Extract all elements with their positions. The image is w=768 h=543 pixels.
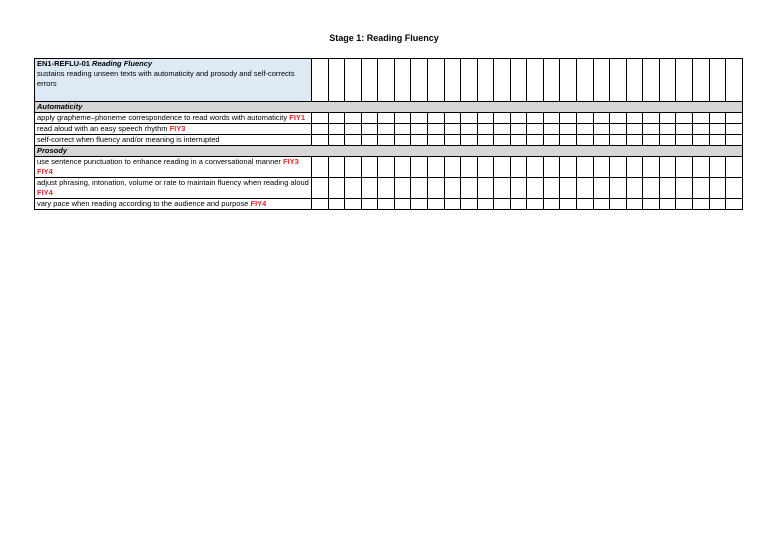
mark-cell[interactable] xyxy=(345,135,362,146)
mark-cell[interactable] xyxy=(328,199,345,210)
mark-cell[interactable] xyxy=(577,157,594,178)
mark-cell[interactable] xyxy=(726,124,743,135)
mark-cell[interactable] xyxy=(444,199,461,210)
mark-cell[interactable] xyxy=(510,199,527,210)
mark-cell[interactable] xyxy=(411,135,428,146)
mark-cell[interactable] xyxy=(510,113,527,124)
mark-cell[interactable] xyxy=(494,113,511,124)
mark-cell[interactable] xyxy=(427,113,444,124)
mark-cell[interactable] xyxy=(692,178,709,199)
mark-cell[interactable] xyxy=(461,113,478,124)
mark-cell[interactable] xyxy=(361,59,378,102)
mark-cell[interactable] xyxy=(659,59,676,102)
mark-cell[interactable] xyxy=(643,59,660,102)
indicator-row xyxy=(35,157,743,178)
mark-cell[interactable] xyxy=(692,157,709,178)
indicator-cell xyxy=(35,135,312,146)
mark-cell[interactable] xyxy=(560,59,577,102)
mark-cell[interactable] xyxy=(676,199,693,210)
mark-cell[interactable] xyxy=(378,178,395,199)
mark-cell[interactable] xyxy=(361,135,378,146)
mark-cell[interactable] xyxy=(659,157,676,178)
mark-cell[interactable] xyxy=(312,157,329,178)
mark-cell[interactable] xyxy=(543,199,560,210)
mark-cell[interactable] xyxy=(726,178,743,199)
indicator-row xyxy=(35,124,743,135)
mark-cell[interactable] xyxy=(494,135,511,146)
mark-cell[interactable] xyxy=(643,124,660,135)
mark-cell[interactable] xyxy=(477,124,494,135)
mark-cell[interactable] xyxy=(593,199,610,210)
outcome-row xyxy=(35,59,743,102)
mark-cell[interactable] xyxy=(626,135,643,146)
mark-cell[interactable] xyxy=(676,113,693,124)
mark-cell[interactable] xyxy=(527,113,544,124)
mark-cell[interactable] xyxy=(461,135,478,146)
mark-cell[interactable] xyxy=(328,157,345,178)
mark-cell[interactable] xyxy=(477,157,494,178)
mark-cell[interactable] xyxy=(477,178,494,199)
mark-cell[interactable] xyxy=(394,178,411,199)
page-title: Stage 1: Reading Fluency xyxy=(329,33,439,43)
mark-cell[interactable] xyxy=(543,113,560,124)
mark-cell[interactable] xyxy=(427,199,444,210)
indicator-cell xyxy=(35,113,312,124)
mark-cell[interactable] xyxy=(361,124,378,135)
mark-cell[interactable] xyxy=(643,135,660,146)
mark-cell[interactable] xyxy=(328,59,345,102)
mark-cell[interactable] xyxy=(709,178,726,199)
indicator-cell xyxy=(35,199,312,210)
mark-cell[interactable] xyxy=(361,157,378,178)
mark-cell[interactable] xyxy=(676,59,693,102)
outcome-code: EN1-REFLU-01 xyxy=(37,59,90,68)
mark-cell[interactable] xyxy=(726,113,743,124)
mark-cell[interactable] xyxy=(577,178,594,199)
outcome-focus: Reading Fluency xyxy=(92,59,153,68)
mark-cell[interactable] xyxy=(444,135,461,146)
outcome-header-cell xyxy=(35,59,312,102)
mark-cell[interactable] xyxy=(510,59,527,102)
mark-cell[interactable] xyxy=(593,113,610,124)
mark-cell[interactable] xyxy=(477,59,494,102)
mark-cell[interactable] xyxy=(378,199,395,210)
mark-cell[interactable] xyxy=(345,59,362,102)
mark-cell[interactable] xyxy=(477,199,494,210)
mark-cell[interactable] xyxy=(709,124,726,135)
mark-cell[interactable] xyxy=(394,135,411,146)
mark-cell[interactable] xyxy=(560,157,577,178)
mark-cell[interactable] xyxy=(709,113,726,124)
mark-cell[interactable] xyxy=(560,135,577,146)
mark-cell[interactable] xyxy=(477,135,494,146)
mark-cell[interactable] xyxy=(378,124,395,135)
section-header-row xyxy=(35,146,743,157)
outcome-description: sustains reading unseen texts with automaticity and prosody and self-corrects errors xyxy=(37,69,295,88)
reading-fluency-tracker-table xyxy=(34,58,743,210)
mark-cell[interactable] xyxy=(394,124,411,135)
mark-cell[interactable] xyxy=(345,178,362,199)
mark-cell[interactable] xyxy=(577,199,594,210)
indicator-tag: FIY3 xyxy=(169,124,186,133)
mark-cell[interactable] xyxy=(643,157,660,178)
mark-cell[interactable] xyxy=(444,59,461,102)
indicator-text: read aloud with an easy speech rhythm xyxy=(37,124,168,133)
mark-cell[interactable] xyxy=(593,178,610,199)
mark-cell[interactable] xyxy=(626,178,643,199)
indicator-row xyxy=(35,178,743,199)
mark-cell[interactable] xyxy=(726,199,743,210)
mark-cell[interactable] xyxy=(626,124,643,135)
mark-cell[interactable] xyxy=(709,135,726,146)
indicator-row xyxy=(35,199,743,210)
mark-cell[interactable] xyxy=(610,178,627,199)
mark-cell[interactable] xyxy=(626,59,643,102)
mark-cell[interactable] xyxy=(692,59,709,102)
mark-cell[interactable] xyxy=(659,124,676,135)
mark-cell[interactable] xyxy=(709,157,726,178)
mark-cell[interactable] xyxy=(444,124,461,135)
mark-cell[interactable] xyxy=(692,113,709,124)
mark-cell[interactable] xyxy=(361,113,378,124)
mark-cell[interactable] xyxy=(543,178,560,199)
mark-cell[interactable] xyxy=(676,157,693,178)
mark-cell[interactable] xyxy=(726,157,743,178)
indicator-row xyxy=(35,135,743,146)
mark-cell[interactable] xyxy=(692,124,709,135)
indicator-tag: FIY4 xyxy=(37,167,53,176)
mark-cell[interactable] xyxy=(527,199,544,210)
mark-cell[interactable] xyxy=(328,124,345,135)
mark-cell[interactable] xyxy=(494,199,511,210)
mark-cell[interactable] xyxy=(676,124,693,135)
mark-cell[interactable] xyxy=(527,59,544,102)
mark-cell[interactable] xyxy=(312,59,329,102)
mark-cell[interactable] xyxy=(626,199,643,210)
mark-cell[interactable] xyxy=(510,157,527,178)
section-header-row xyxy=(35,102,743,113)
mark-cell[interactable] xyxy=(494,178,511,199)
mark-cell[interactable] xyxy=(411,59,428,102)
mark-cell[interactable] xyxy=(361,199,378,210)
indicator-tag: FIY3 xyxy=(283,157,299,166)
mark-cell[interactable] xyxy=(577,124,594,135)
mark-cell[interactable] xyxy=(527,157,544,178)
mark-cell[interactable] xyxy=(510,178,527,199)
mark-cell[interactable] xyxy=(345,199,362,210)
mark-cell[interactable] xyxy=(610,157,627,178)
mark-cell[interactable] xyxy=(692,199,709,210)
mark-cell[interactable] xyxy=(427,124,444,135)
mark-cell[interactable] xyxy=(593,59,610,102)
mark-cell[interactable] xyxy=(610,59,627,102)
mark-cell[interactable] xyxy=(659,199,676,210)
mark-cell[interactable] xyxy=(378,157,395,178)
mark-cell[interactable] xyxy=(411,124,428,135)
mark-cell[interactable] xyxy=(427,135,444,146)
mark-cell[interactable] xyxy=(659,113,676,124)
mark-cell[interactable] xyxy=(444,113,461,124)
mark-cell[interactable] xyxy=(610,199,627,210)
mark-cell[interactable] xyxy=(477,113,494,124)
indicator-text: self-correct when fluency and/or meaning is interrupted xyxy=(37,135,220,144)
section-heading: Prosody xyxy=(35,146,743,157)
mark-cell[interactable] xyxy=(692,135,709,146)
mark-cell[interactable] xyxy=(494,124,511,135)
mark-cell[interactable] xyxy=(610,124,627,135)
mark-cell[interactable] xyxy=(659,135,676,146)
indicator-cell xyxy=(35,124,312,135)
mark-cell[interactable] xyxy=(444,178,461,199)
mark-cell[interactable] xyxy=(560,199,577,210)
mark-cell[interactable] xyxy=(312,199,329,210)
indicator-text: apply grapheme–phoneme correspondence to read words with automaticity xyxy=(37,113,288,122)
mark-cell[interactable] xyxy=(494,157,511,178)
mark-cell[interactable] xyxy=(378,59,395,102)
mark-cell[interactable] xyxy=(328,113,345,124)
mark-cell[interactable] xyxy=(543,59,560,102)
mark-cell[interactable] xyxy=(610,113,627,124)
mark-cell[interactable] xyxy=(577,135,594,146)
mark-cell[interactable] xyxy=(411,113,428,124)
mark-cell[interactable] xyxy=(444,157,461,178)
mark-cell[interactable] xyxy=(394,199,411,210)
mark-cell[interactable] xyxy=(312,135,329,146)
mark-cell[interactable] xyxy=(427,59,444,102)
mark-cell[interactable] xyxy=(461,59,478,102)
indicator-cell xyxy=(35,157,312,178)
indicator-text: adjust phrasing, intonation, volume or rate to maintain fluency when reading aloud xyxy=(37,178,309,187)
mark-cell[interactable] xyxy=(577,113,594,124)
mark-cell[interactable] xyxy=(378,135,395,146)
mark-cell[interactable] xyxy=(427,157,444,178)
mark-cell[interactable] xyxy=(394,113,411,124)
mark-cell[interactable] xyxy=(643,113,660,124)
indicator-text: vary pace when reading according to the audience and purpose xyxy=(37,199,249,208)
mark-cell[interactable] xyxy=(427,178,444,199)
mark-cell[interactable] xyxy=(345,124,362,135)
mark-cell[interactable] xyxy=(577,59,594,102)
mark-cell[interactable] xyxy=(510,135,527,146)
indicator-row xyxy=(35,113,743,124)
mark-cell[interactable] xyxy=(527,178,544,199)
mark-cell[interactable] xyxy=(345,157,362,178)
section-heading: Automaticity xyxy=(35,102,743,113)
mark-cell[interactable] xyxy=(527,124,544,135)
mark-cell[interactable] xyxy=(378,113,395,124)
mark-cell[interactable] xyxy=(312,124,329,135)
mark-cell[interactable] xyxy=(659,178,676,199)
mark-cell[interactable] xyxy=(593,135,610,146)
mark-cell[interactable] xyxy=(461,199,478,210)
mark-cell[interactable] xyxy=(411,178,428,199)
mark-cell[interactable] xyxy=(543,124,560,135)
mark-cell[interactable] xyxy=(560,113,577,124)
mark-cell[interactable] xyxy=(411,199,428,210)
mark-cell[interactable] xyxy=(394,59,411,102)
indicator-tag: FIY4 xyxy=(250,199,267,208)
mark-cell[interactable] xyxy=(394,157,411,178)
mark-cell[interactable] xyxy=(543,157,560,178)
indicator-tag: FIY4 xyxy=(37,188,53,197)
mark-cell[interactable] xyxy=(560,178,577,199)
indicator-tag: FIY1 xyxy=(289,113,306,122)
mark-cell[interactable] xyxy=(709,199,726,210)
mark-cell[interactable] xyxy=(610,135,627,146)
mark-cell[interactable] xyxy=(593,157,610,178)
mark-cell[interactable] xyxy=(676,135,693,146)
mark-cell[interactable] xyxy=(593,124,610,135)
mark-cell[interactable] xyxy=(676,178,693,199)
mark-cell[interactable] xyxy=(411,157,428,178)
indicator-cell xyxy=(35,178,312,199)
mark-cell[interactable] xyxy=(312,113,329,124)
mark-cell[interactable] xyxy=(560,124,577,135)
mark-cell[interactable] xyxy=(312,178,329,199)
mark-cell[interactable] xyxy=(328,178,345,199)
mark-cell[interactable] xyxy=(626,157,643,178)
mark-cell[interactable] xyxy=(643,178,660,199)
mark-cell[interactable] xyxy=(345,113,362,124)
mark-cell[interactable] xyxy=(626,113,643,124)
mark-cell[interactable] xyxy=(726,135,743,146)
mark-cell[interactable] xyxy=(461,124,478,135)
mark-cell[interactable] xyxy=(461,178,478,199)
mark-cell[interactable] xyxy=(361,178,378,199)
mark-cell[interactable] xyxy=(494,59,511,102)
mark-cell[interactable] xyxy=(461,157,478,178)
mark-cell[interactable] xyxy=(510,124,527,135)
mark-cell[interactable] xyxy=(643,199,660,210)
mark-cell[interactable] xyxy=(726,59,743,102)
mark-cell[interactable] xyxy=(709,59,726,102)
mark-cell[interactable] xyxy=(543,135,560,146)
indicator-text: use sentence punctuation to enhance reading in a conversational manner xyxy=(37,157,281,166)
mark-cell[interactable] xyxy=(328,135,345,146)
mark-cell[interactable] xyxy=(527,135,544,146)
